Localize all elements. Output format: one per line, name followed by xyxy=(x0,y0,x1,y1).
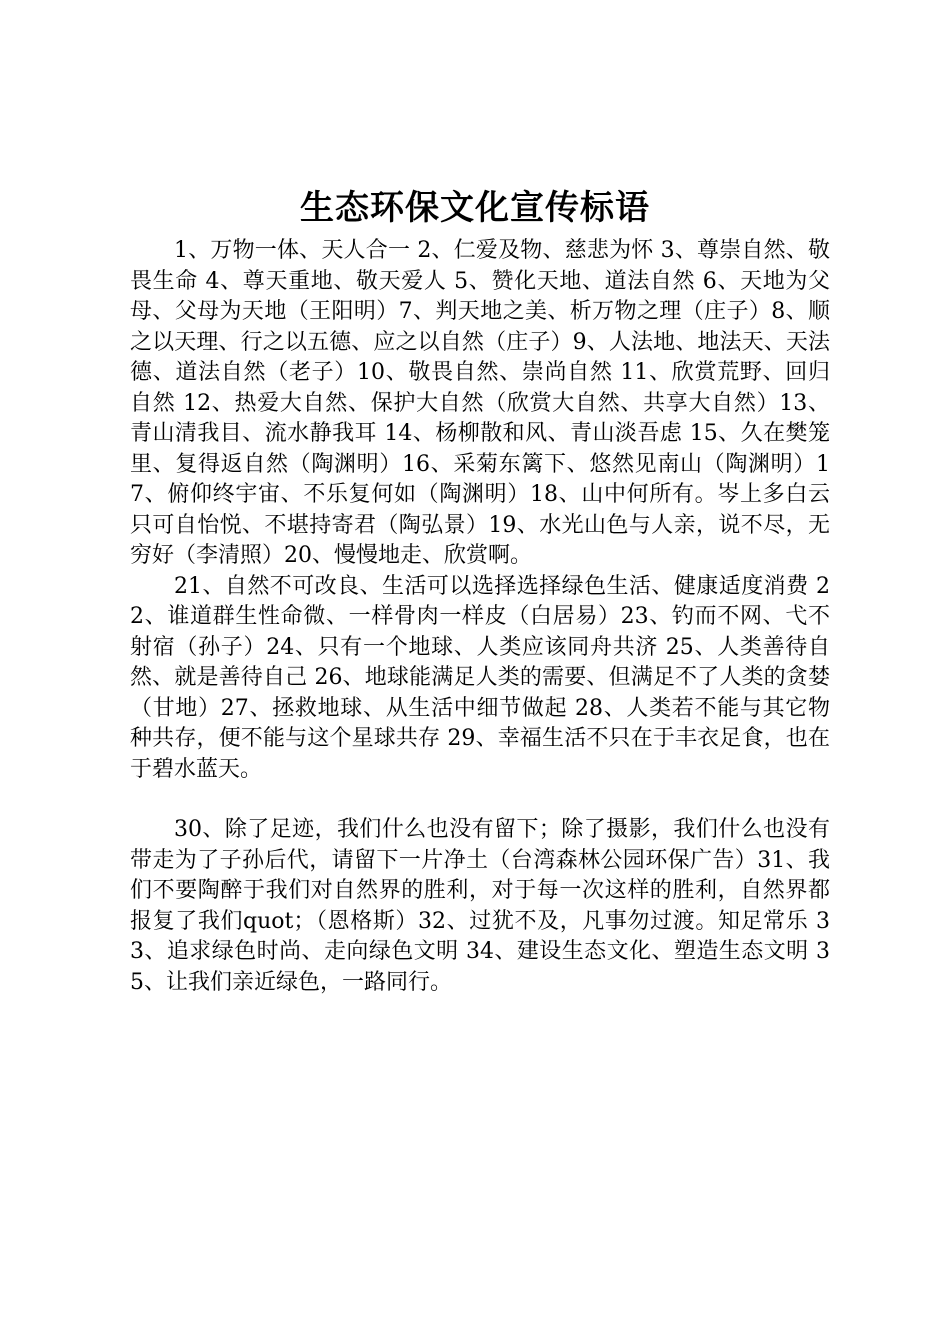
document-title: 生态环保文化宣传标语 xyxy=(300,188,650,228)
paragraph-2: 21、自然不可改良、生活可以选择选择绿色生活、健康适度消费 22、谁道群生性命微、一样骨肉一样皮（白居易）23、钓而不网、弋不射宿（孙子）24、只有一个地球、人类应该同舟共济 25、人类善待自然、就是善待自己 26、地球能满足人类的需要、但满足不了人类的贪婪（甘地）27、拯救地球、从生活中细节做起 28、人类若不能与其它物种共存，便不能与这个星球共存 29、幸福生活不只在于丰衣足食，也在于碧水蓝天。 xyxy=(130,573,830,782)
paragraph-3: 30、除了足迹，我们什么也没有留下；除了摄影，我们什么也没有带走为了子孙后代，请留下一片净土（台湾森林公园环保广告）31、我们不要陶醉于我们对自然界的胜利，对于每一次这样的胜利，自然界都报复了我们quot；（恩格斯）32、过犹不及，凡事勿过渡。知足常乐 33、追求绿色时尚、走向绿色文明 34、建设生态文化、塑造生态文明 35、让我们亲近绿色，一路同行。 xyxy=(130,817,830,995)
paragraph-1: 1、万物一体、天人合一 2、仁爱及物、慈悲为怀 3、尊崇自然、敬畏生命 4、尊天重地、敬天爱人 5、赞化天地、道法自然 6、天地为父母、父母为天地（王阳明）7、判天地之美、析万物之理（庄子）8、顺之以天理、行之以五德、应之以自然（庄子）9、人法地、地法天、天法德、道法自然（老子）10、敬畏自然、崇尚自然 11、欣赏荒野、回归自然 12、热爱大自然、保护大自然（欣赏大自然、共享大自然）13、青山清我目、流水静我耳 14、杨柳散和风、青山淡吾虑 15、久在樊笼里、复得返自然（陶渊明）16、采菊东篱下、悠然见南山（陶渊明）17、俯仰终宇宙、不乐复何如（陶渊明）18、山中何所有。岑上多白云只可自怡悦、不堪持寄君（陶弘景）19、水光山色与人亲，说不尽，无穷好（李清照）20、慢慢地走、欣赏啊。 xyxy=(130,238,830,568)
document-body xyxy=(130,236,830,998)
